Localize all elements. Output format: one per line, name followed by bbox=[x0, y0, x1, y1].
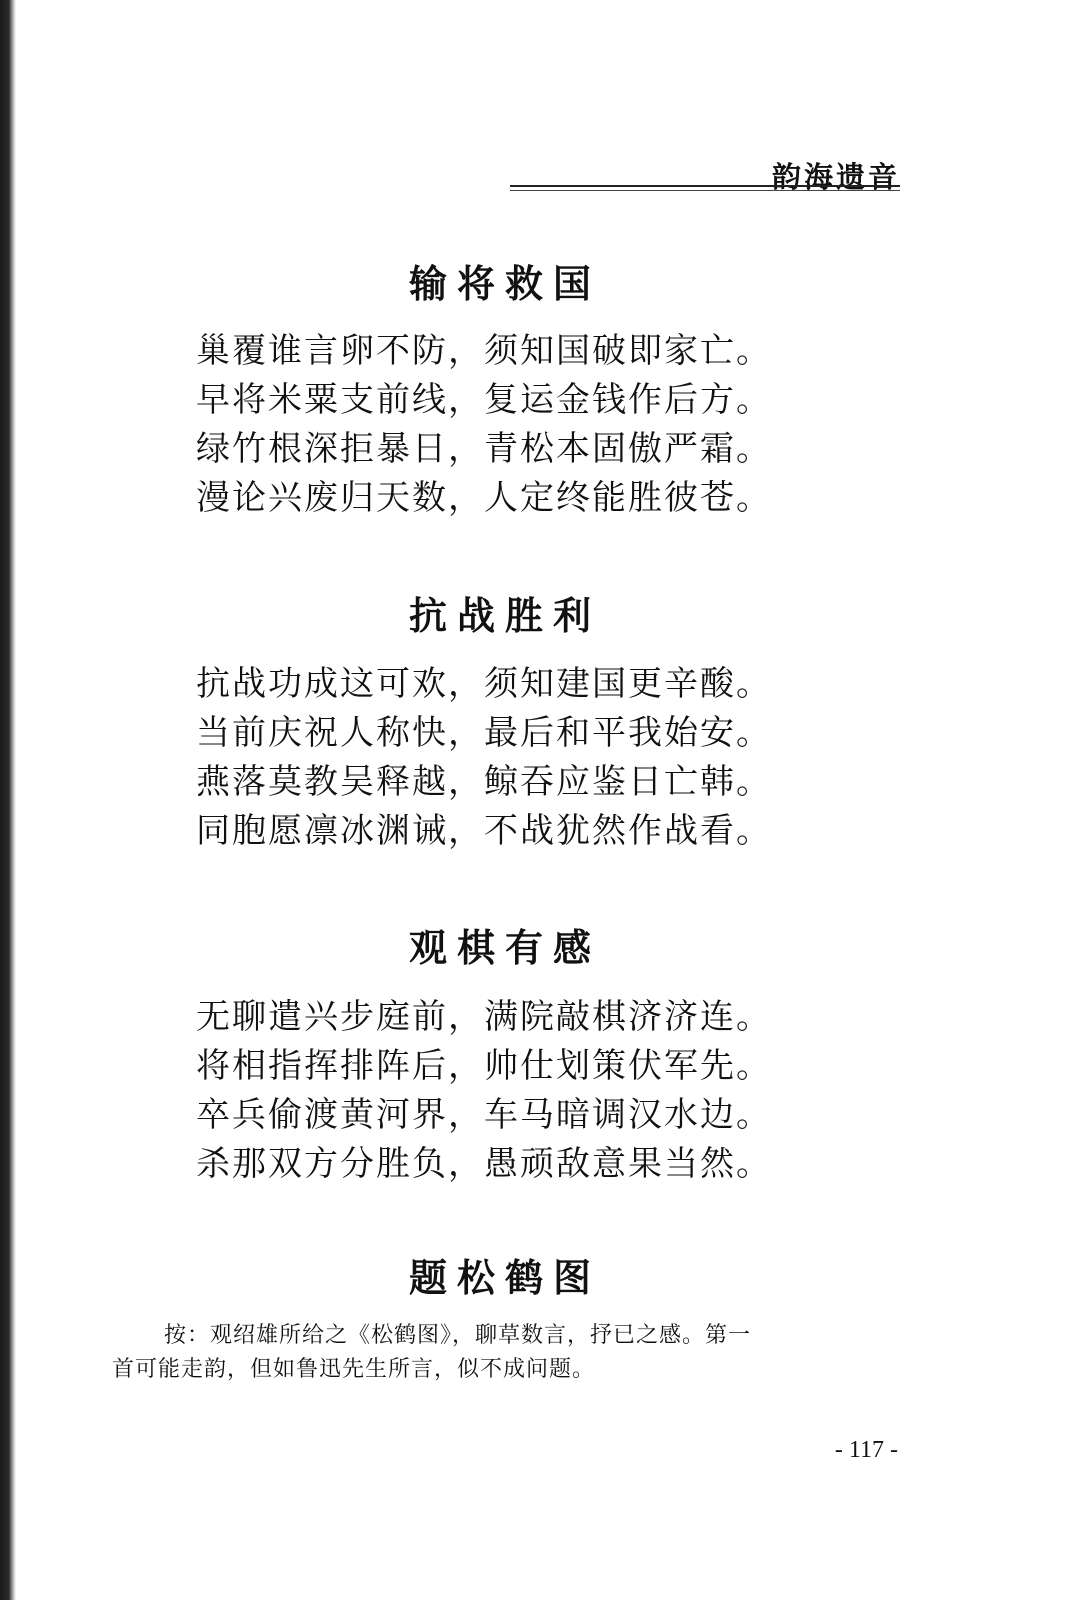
poem-title: 题松鹤图 bbox=[408, 1255, 601, 1300]
poem-body bbox=[196, 993, 836, 1189]
poem-line: 同胞愿凛冰渊诫，不战犹然作战看。 bbox=[196, 811, 772, 851]
poem-note bbox=[112, 1319, 912, 1387]
poem-line: 当前庆祝人称快，最后和平我始安。 bbox=[196, 713, 772, 753]
running-header: 韵海遗音 bbox=[771, 160, 900, 194]
poem-title: 抗战胜利 bbox=[408, 593, 601, 638]
poem-body bbox=[196, 327, 836, 523]
poem-line: 无聊遣兴步庭前，满院敲棋济济连。 bbox=[196, 997, 772, 1037]
note-line: 首可能走韵，但如鲁迅先生所言，似不成问题。 bbox=[112, 1357, 596, 1382]
poem-title: 观棋有感 bbox=[408, 925, 601, 970]
page-number: - 117 - bbox=[834, 1437, 898, 1463]
poem-line: 巢覆谁言卵不防，须知国破即家亡。 bbox=[196, 331, 772, 371]
poem-line: 将相指挥排阵后，帅仕划策伏军先。 bbox=[196, 1046, 772, 1086]
poem-line: 燕落莫教吴释越，鲸吞应鉴日亡韩。 bbox=[196, 762, 772, 802]
poem-line: 卒兵偷渡黄河界，车马暗调汉水边。 bbox=[196, 1095, 772, 1135]
header-rule bbox=[510, 185, 900, 191]
poem-body bbox=[196, 660, 836, 856]
poem-line: 漫论兴废归天数，人定终能胜彼苍。 bbox=[196, 478, 772, 518]
note-line: 按：观绍雄所给之《松鹤图》，聊草数言，抒已之感。第一 bbox=[164, 1323, 752, 1348]
poem-line: 抗战功成这可欢，须知建国更辛酸。 bbox=[196, 664, 772, 704]
poem-line: 早将米粟支前线，复运金钱作后方。 bbox=[196, 380, 772, 420]
scan-edge-shadow bbox=[0, 0, 16, 1600]
poem-line: 绿竹根深拒暴日，青松本固傲严霜。 bbox=[196, 429, 772, 469]
poem-line: 杀那双方分胜负，愚顽敌意果当然。 bbox=[196, 1144, 772, 1184]
poem-title: 输将救国 bbox=[408, 261, 601, 306]
